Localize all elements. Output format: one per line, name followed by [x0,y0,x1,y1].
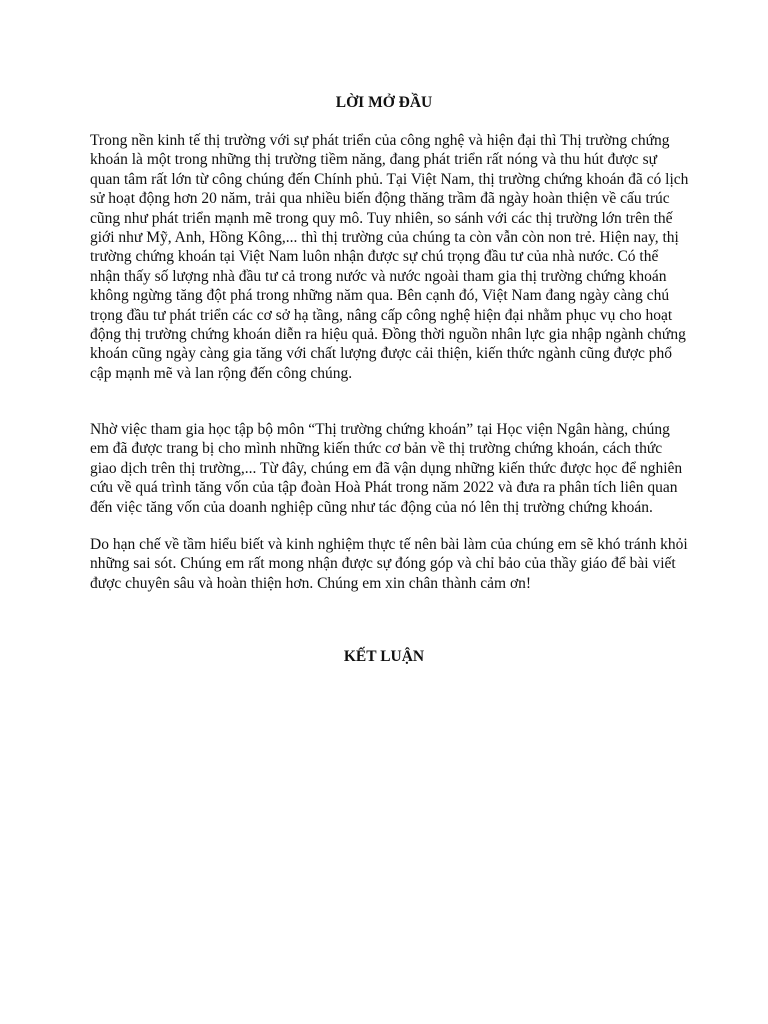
intro-paragraph-1: Trong nền kinh tế thị trường với sự phát triển của công nghệ và hiện đại thì Thị trường chứng khoán là một trong những thị trường tiềm năng, đang phát triển rất nóng và thu hút được sự quan tâm rất lớn từ công chúng đến Chính phủ. Tại Việt Nam, thị trường chứng khoán đã có lịch sử hoạt động hơn 20 năm, trải qua nhiều biến động thăng trầm đã ngày hoàn thiện về cấu trúc cũng như phát triển mạnh mẽ trong quy mô. Tuy nhiên, so sánh với các thị trường lớn trên thế giới như Mỹ, Anh, Hồng Kông,... thì thị trường của chúng ta còn vẫn còn non trẻ. Hiện nay, thị trường chứng khoán tại Việt Nam luôn nhận được sự chú trọng đầu tư của nhà nước. Có thể nhận thấy số lượng nhà đầu tư cả trong nước và nước ngoài tham gia thị trường chứng khoán không ngừng tăng đột phá trong những năm qua. Bên cạnh đó, Việt Nam đang ngày càng chú trọng đầu tư phát triển các cơ sở hạ tầng, nâng cấp công nghệ hiện đại nhằm phục vụ cho hoạt động thị trường chứng khoán diễn ra hiệu quả. Đồng thời nguồn nhân lực gia nhập ngành chứng khoán cũng ngày càng gia tăng với chất lượng được cải thiện, kiến thức ngành cũng được phổ cập mạnh mẽ và lan rộng đến công chúng. [90,132,689,382]
conclusion-heading: KẾT LUẬN [343,648,425,665]
intro-heading: LỜI MỞ ĐẦU [335,94,433,111]
intro-paragraph-3: Do hạn chế về tầm hiểu biết và kinh nghiệm thực tế nên bài làm của chúng em sẽ khó tránh khỏi những sai sót. Chúng em rất mong nhận được sự đóng góp và chỉ bảo của thầy giáo để bài viết được chuyên sâu và hoàn thiện hơn. Chúng em xin chân thành cảm ơn! [90,536,688,592]
intro-paragraph-2: Nhờ việc tham gia học tập bộ môn “Thị trường chứng khoán” tại Học viện Ngân hàng, chúng em đã được trang bị cho mình những kiến thức cơ bản về thị trường chứng khoán, cách thức giao dịch trên thị trường,... Từ đây, chúng em đã vận dụng những kiến thức được học để nghiên cứu về quá trình tăng vốn của tập đoàn Hoà Phát trong năm 2022 và đưa ra phân tích liên quan đến việc tăng vốn của doanh nghiệp cũng như tác động của nó lên thị trường chứng khoán. [90,421,683,516]
